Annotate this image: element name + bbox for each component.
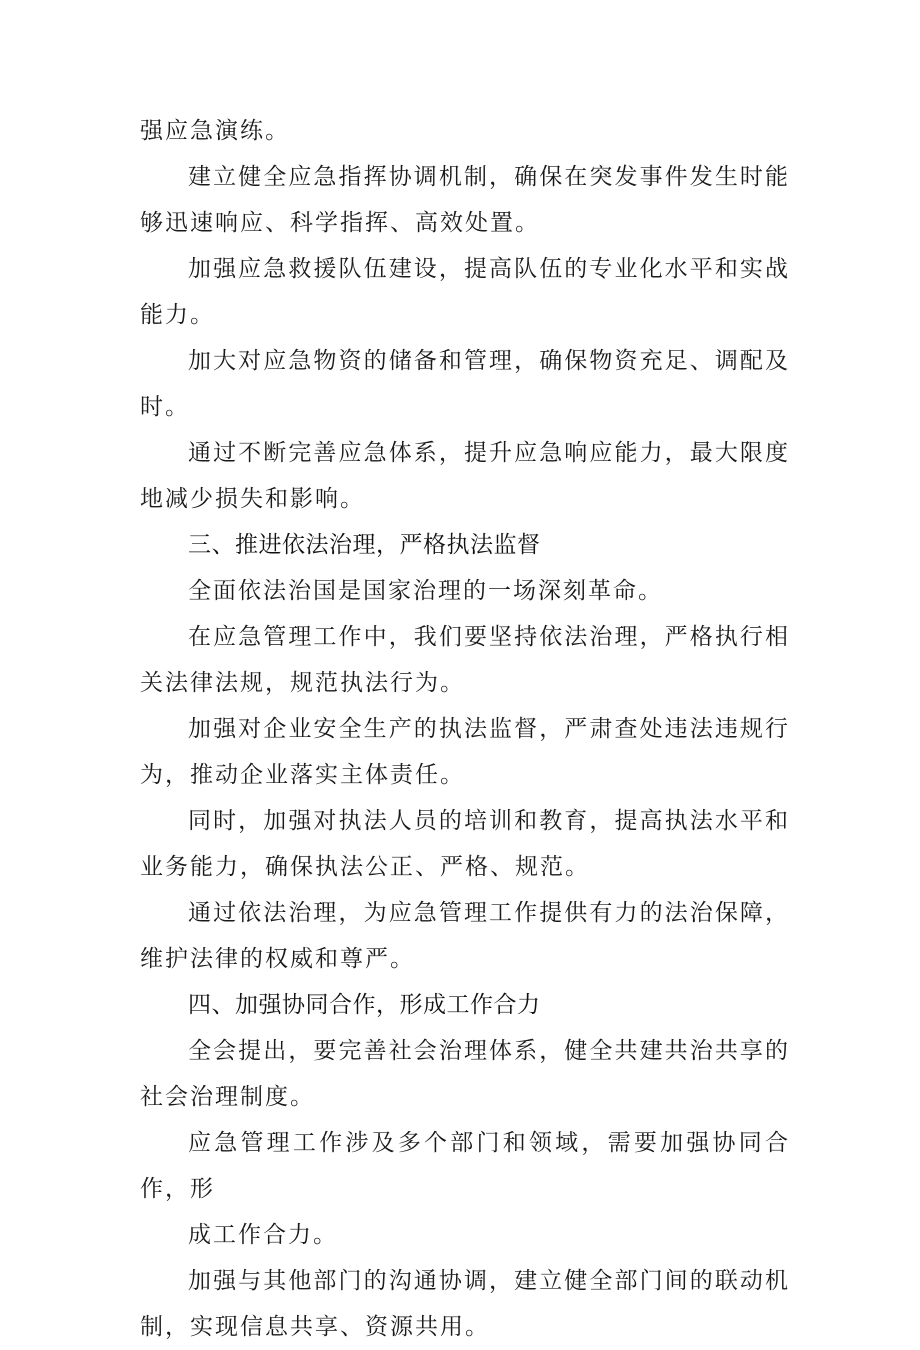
paragraph: 同时，加强对执法人员的培训和教育，提高执法水平和业务能力，确保执法公正、严格、规范。: [140, 808, 790, 880]
document-body: [140, 108, 790, 1350]
paragraph: 加强与其他部门的沟通协调，建立健全部门间的联动机制，实现信息共享、资源共用。: [140, 1268, 790, 1340]
paragraph: 通过不断完善应急体系，提升应急响应能力，最大限度地减少损失和影响。: [140, 440, 790, 512]
section-heading: 四、加强协同合作，形成工作合力: [188, 992, 541, 1018]
paragraph: 加大对应急物资的储备和管理，确保物资充足、调配及时。: [140, 348, 790, 420]
paragraph: 加强应急救援队伍建设，提高队伍的专业化水平和实战能力。: [140, 256, 790, 328]
paragraph: 在应急管理工作中，我们要坚持依法治理，严格执行相关法律法规，规范执法行为。: [140, 624, 790, 696]
paragraph: 建立健全应急指挥协调机制，确保在突发事件发生时能够迅速响应、科学指挥、高效处置。: [140, 164, 790, 236]
paragraph: 全会提出，要完善社会治理体系，健全共建共治共享的社会治理制度。: [140, 1038, 790, 1110]
paragraph: 全面依法治国是国家治理的一场深刻革命。: [188, 578, 663, 604]
paragraph: 加强对企业安全生产的执法监督，严肃查处违法违规行为，推动企业落实主体责任。: [140, 716, 790, 788]
paragraph: 强应急演练。: [140, 118, 290, 144]
paragraph: 通过依法治理，为应急管理工作提供有力的法治保障，维护法律的权威和尊严。: [140, 900, 790, 972]
paragraph-continuation: 成工作合力。: [188, 1222, 338, 1248]
section-heading: 三、推进依法治理，严格执法监督: [188, 532, 541, 558]
paragraph: 应急管理工作涉及多个部门和领域，需要加强协同合作，形: [140, 1130, 790, 1202]
